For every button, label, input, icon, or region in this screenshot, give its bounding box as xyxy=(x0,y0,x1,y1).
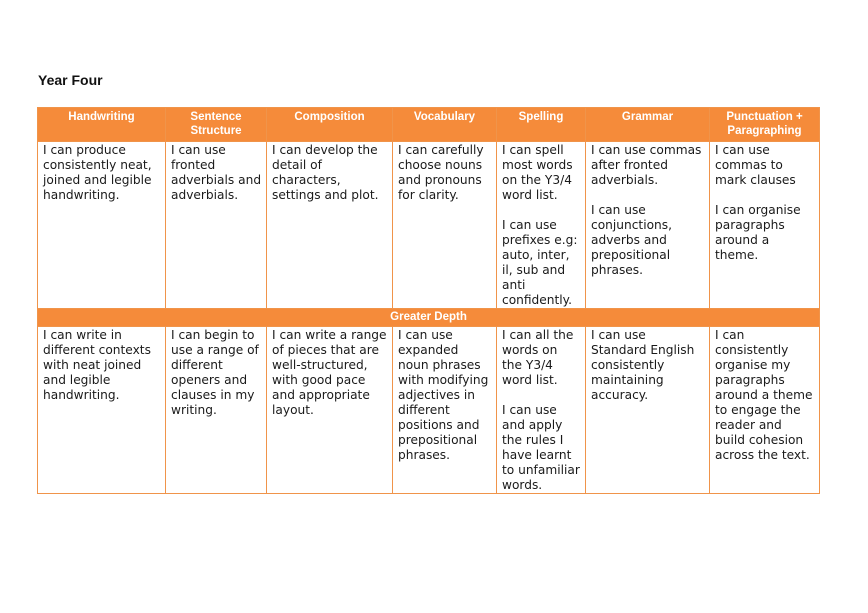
cell-text: I can begin to use a range of different openers and clauses in my writing. xyxy=(171,328,259,417)
section-row xyxy=(38,309,820,327)
header-vocabulary: Vocabulary xyxy=(393,108,497,142)
cell-text: I can use prefixes e.g: auto, inter, il, sub and anti confidently. xyxy=(502,218,578,307)
cell-text: I can all the words on the Y3/4 word list. xyxy=(502,328,574,387)
cell-text: I can produce consistently neat, joined and legible handwriting. xyxy=(43,143,152,202)
cell-text: I can use Standard English consistently maintaining accuracy. xyxy=(591,328,695,402)
page-title: Year Four xyxy=(38,72,103,88)
year-four-objectives-table xyxy=(37,107,820,494)
cell-sentence-structure xyxy=(166,142,267,309)
cell-text: I can organise paragraphs around a theme. xyxy=(715,203,801,262)
greater-depth-row xyxy=(38,327,820,494)
gd-cell-vocabulary xyxy=(393,327,497,494)
cell-grammar xyxy=(586,142,710,309)
header-sentence-structure: Sentence Structure xyxy=(166,108,267,142)
cell-text: I can use commas to mark clauses xyxy=(715,143,796,187)
cell-spelling xyxy=(497,142,586,309)
header-composition: Composition xyxy=(267,108,393,142)
cell-vocabulary xyxy=(393,142,497,309)
gd-cell-spelling xyxy=(497,327,586,494)
cell-text: I can write a range of pieces that are well-structured, with good pace and appropriate layout. xyxy=(272,328,387,417)
gd-cell-grammar xyxy=(586,327,710,494)
gd-cell-sentence-structure xyxy=(166,327,267,494)
cell-handwriting xyxy=(38,142,166,309)
cell-text: I can spell most words on the Y3/4 word list. xyxy=(502,143,573,202)
cell-punctuation-paragraphing xyxy=(710,142,820,309)
cell-text: I can write in different contexts with neat joined and legible handwriting. xyxy=(43,328,151,402)
cell-text: I can develop the detail of characters, settings and plot. xyxy=(272,143,379,202)
header-spelling: Spelling xyxy=(497,108,586,142)
cell-text: I can consistently organise my paragraphs around a theme to engage the reader and build cohesion across the text. xyxy=(715,328,813,462)
cell-text: I can use and apply the rules I have learnt to unfamiliar words. xyxy=(502,403,580,492)
header-punctuation-paragraphing: Punctuation + Paragraphing xyxy=(710,108,820,142)
cell-text: I can use expanded noun phrases with modifying adjectives in different positions and prepositional phrases. xyxy=(398,328,489,462)
table-header-row xyxy=(38,108,820,142)
expected-row xyxy=(38,142,820,309)
cell-text: I can use commas after fronted adverbials. xyxy=(591,143,702,187)
cell-composition xyxy=(267,142,393,309)
header-handwriting: Handwriting xyxy=(38,108,166,142)
header-grammar: Grammar xyxy=(586,108,710,142)
cell-text: I can use fronted adverbials and adverbials. xyxy=(171,143,262,202)
gd-cell-handwriting xyxy=(38,327,166,494)
greater-depth-label: Greater Depth xyxy=(38,309,820,327)
gd-cell-composition xyxy=(267,327,393,494)
cell-text: I can carefully choose nouns and pronouns for clarity. xyxy=(398,143,484,202)
cell-text: I can use conjunctions, adverbs and prepositional phrases. xyxy=(591,203,672,277)
gd-cell-punctuation-paragraphing xyxy=(710,327,820,494)
